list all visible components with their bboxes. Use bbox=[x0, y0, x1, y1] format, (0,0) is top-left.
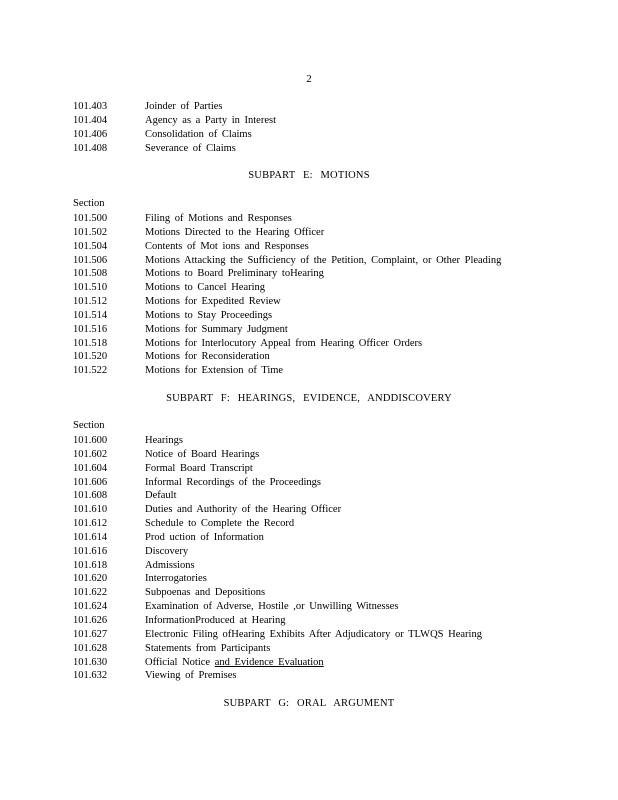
section-title bbox=[145, 656, 324, 670]
section-title: Motions to Cancel Hearing bbox=[145, 282, 266, 294]
toc-row bbox=[0, 559, 618, 573]
toc-row bbox=[0, 350, 618, 364]
section-title: Motions to Board Preliminary toHearing bbox=[145, 268, 324, 280]
section-number: 101.508 bbox=[73, 268, 108, 280]
section-number: 101.612 bbox=[73, 518, 108, 530]
section-title: Examination of Adverse, Hostile ,or Unwilling Witnesses bbox=[145, 601, 399, 613]
section-title: Consolidation of Claims bbox=[145, 128, 252, 140]
section-number: 101.626 bbox=[73, 614, 108, 626]
section-title: Motions Attacking the Sufficiency of the Petition, Complaint, or Other Pleading bbox=[145, 254, 502, 266]
subpart-g-heading: SUBPART G: ORAL ARGUMENT bbox=[223, 698, 395, 709]
section-number: 101.622 bbox=[73, 587, 108, 599]
section-title: Motions Directed to the Hearing Officer bbox=[145, 226, 325, 238]
section-label: Section bbox=[73, 420, 105, 431]
toc-row bbox=[0, 281, 618, 295]
section-title: Admissions bbox=[145, 559, 195, 571]
section-title: Motions to Stay Proceedings bbox=[145, 309, 273, 321]
section-number: 101.620 bbox=[73, 573, 108, 585]
section-number: 101.506 bbox=[73, 254, 108, 266]
section-title: Contents of Mot ions and Responses bbox=[145, 240, 309, 252]
toc-row bbox=[0, 226, 618, 240]
section-number: 101.522 bbox=[73, 365, 108, 377]
subpart-e-list bbox=[0, 212, 618, 378]
section-number: 101.627 bbox=[73, 628, 108, 640]
toc-row bbox=[0, 628, 618, 642]
toc-row bbox=[0, 586, 618, 600]
toc-row bbox=[0, 476, 618, 490]
toc-row bbox=[0, 503, 618, 517]
toc-row bbox=[0, 267, 618, 281]
section-title: Motions for Extension of Time bbox=[145, 365, 284, 377]
section-title: Formal Board Transcript bbox=[145, 462, 253, 474]
section-number: 101.614 bbox=[73, 531, 108, 543]
section-title: Prod uction of Information bbox=[145, 531, 264, 543]
section-title: Electronic Filing ofHearing Exhibits After Adjudicatory or TLWQS Hearing bbox=[145, 628, 482, 640]
section-number: 101.600 bbox=[73, 435, 108, 446]
toc-row bbox=[0, 142, 618, 156]
subpart-e-heading: SUBPART E: MOTIONS bbox=[248, 170, 370, 181]
toc-row bbox=[0, 212, 618, 226]
section-number: 101.504 bbox=[73, 240, 108, 252]
section-number: 101.403 bbox=[73, 101, 108, 112]
section-number: 101.624 bbox=[73, 601, 108, 613]
section-number: 101.602 bbox=[73, 448, 108, 460]
toc-row bbox=[0, 614, 618, 628]
section-title: Schedule to Complete the Record bbox=[145, 518, 295, 530]
toc-row bbox=[0, 323, 618, 337]
section-title: Subpoenas and Depositions bbox=[145, 587, 266, 599]
section-number: 101.406 bbox=[73, 128, 108, 140]
section-number: 101.610 bbox=[73, 504, 108, 516]
toc-row bbox=[0, 489, 618, 503]
section-title: Viewing of Premises bbox=[145, 670, 237, 682]
section-title: Motions for Summary Judgment bbox=[145, 323, 288, 335]
toc-row bbox=[0, 254, 618, 268]
subpart-d-tail-list bbox=[0, 100, 618, 155]
section-label: Section bbox=[73, 198, 105, 209]
toc-row bbox=[0, 114, 618, 128]
section-number: 101.630 bbox=[73, 656, 108, 668]
section-number: 101.632 bbox=[73, 670, 108, 682]
toc-row bbox=[0, 100, 618, 114]
section-title: Agency as a Party in Interest bbox=[145, 114, 277, 126]
subpart-f-heading: SUBPART F: HEARINGS, EVIDENCE, ANDDISCOVERY bbox=[166, 393, 452, 404]
toc-row bbox=[0, 642, 618, 656]
section-title: Motions for Reconsideration bbox=[145, 351, 270, 363]
section-number: 101.518 bbox=[73, 337, 108, 349]
section-title: Statements from Participants bbox=[145, 642, 271, 654]
section-number: 101.606 bbox=[73, 476, 108, 488]
toc-row bbox=[0, 448, 618, 462]
toc-row bbox=[0, 309, 618, 323]
section-number: 101.608 bbox=[73, 490, 108, 502]
section-number: 101.616 bbox=[73, 545, 108, 557]
toc-row bbox=[0, 669, 618, 683]
toc-row bbox=[0, 434, 618, 448]
toc-row bbox=[0, 517, 618, 531]
section-number: 101.604 bbox=[73, 462, 108, 474]
section-number: 101.516 bbox=[73, 323, 108, 335]
section-title: Hearings bbox=[145, 435, 183, 446]
section-title: Joinder of Parties bbox=[145, 101, 223, 112]
toc-row bbox=[0, 600, 618, 614]
section-number: 101.520 bbox=[73, 351, 108, 363]
section-number: 101.510 bbox=[73, 282, 108, 294]
toc-row bbox=[0, 295, 618, 309]
section-title: InformationProduced at Hearing bbox=[145, 614, 286, 626]
page-number: 2 bbox=[306, 73, 312, 85]
section-number: 101.408 bbox=[73, 142, 108, 154]
section-title: Default bbox=[145, 490, 177, 502]
section-title: Informal Recordings of the Proceedings bbox=[145, 476, 321, 488]
section-number: 101.502 bbox=[73, 226, 108, 238]
section-title: Discovery bbox=[145, 545, 189, 557]
subpart-f-list bbox=[0, 434, 618, 683]
section-number: 101.618 bbox=[73, 559, 108, 571]
section-title: Interrogatories bbox=[145, 573, 207, 585]
section-title: Notice of Board Hearings bbox=[145, 448, 260, 460]
toc-row bbox=[0, 572, 618, 586]
toc-row bbox=[0, 656, 618, 670]
section-title: Filing of Motions and Responses bbox=[145, 213, 292, 224]
toc-row bbox=[0, 240, 618, 254]
section-title-main: Official Notice bbox=[145, 656, 211, 668]
section-title: Motions for Interlocutory Appeal from Hearing Officer Orders bbox=[145, 337, 423, 349]
section-number: 101.404 bbox=[73, 114, 108, 126]
section-title-underlined: and Evidence Evaluation bbox=[214, 656, 324, 668]
section-number: 101.500 bbox=[73, 213, 108, 224]
toc-row bbox=[0, 364, 618, 378]
section-number: 101.514 bbox=[73, 309, 108, 321]
toc-row bbox=[0, 337, 618, 351]
section-title: Motions for Expedited Review bbox=[145, 296, 281, 308]
section-title: Severance of Claims bbox=[145, 142, 236, 154]
toc-row bbox=[0, 545, 618, 559]
section-number: 101.628 bbox=[73, 642, 108, 654]
section-title: Duties and Authority of the Hearing Officer bbox=[145, 504, 342, 516]
toc-row bbox=[0, 128, 618, 142]
toc-row bbox=[0, 462, 618, 476]
toc-row bbox=[0, 531, 618, 545]
section-number: 101.512 bbox=[73, 296, 108, 308]
